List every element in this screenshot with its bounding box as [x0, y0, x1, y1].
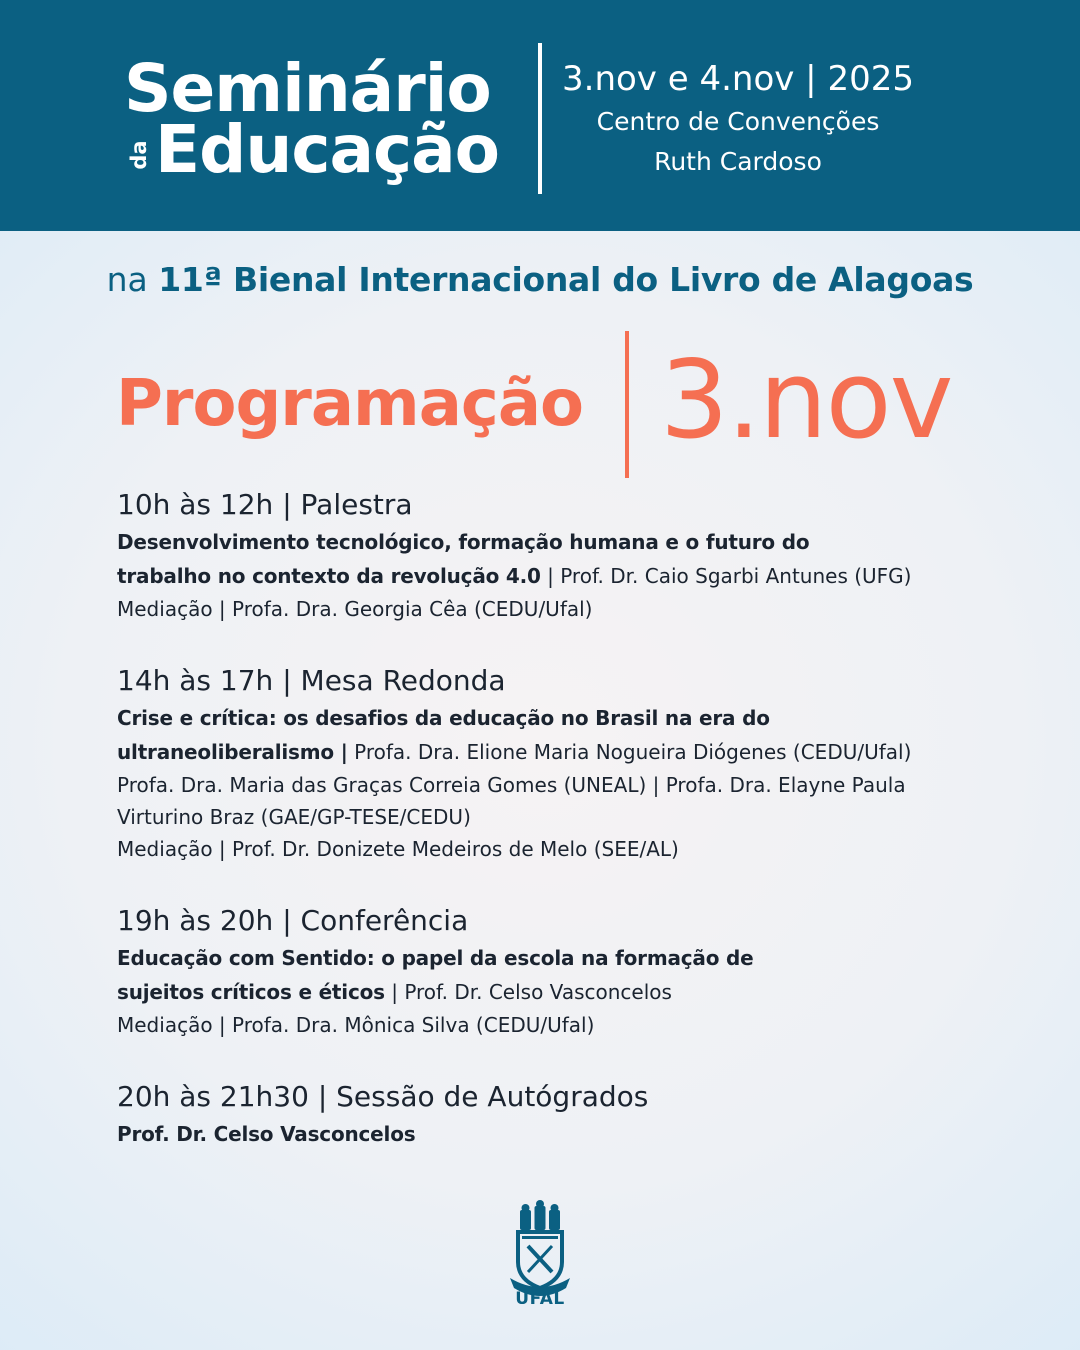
- session-mesa-redonda: [117, 661, 977, 865]
- session-title-line1: Prof. Dr. Celso Vasconcelos: [117, 1122, 416, 1146]
- session-speaker-line2: Profa. Dra. Maria das Graças Correia Gomes (UNEAL) | Profa. Dra. Elayne Paula: [117, 773, 906, 797]
- session-time: 14h às 17h | Mesa Redonda: [117, 664, 506, 697]
- session-palestra: [117, 485, 977, 625]
- subtitle-prefix: na: [106, 260, 159, 299]
- session-description: [117, 1117, 977, 1151]
- session-speaker: | Prof. Dr. Celso Vasconcelos: [384, 980, 672, 1004]
- session-title-line1: Educação com Sentido: o papel da escola na formação de: [117, 946, 754, 970]
- session-title-line1: Desenvolvimento tecnológico, formação humana e o futuro do: [117, 530, 810, 554]
- event-logo-line2: Educação: [155, 111, 499, 188]
- session-time: 10h às 12h | Palestra: [117, 488, 413, 521]
- header-banner: [0, 0, 1080, 231]
- event-logo-da: da: [127, 140, 151, 170]
- session-speaker: Profa. Dra. Elione Maria Nogueira Diógenes (CEDU/Ufal): [347, 740, 912, 764]
- session-conferencia: [117, 901, 977, 1041]
- session-title-line1: Crise e crítica: os desafios da educação no Brasil na era do: [117, 706, 770, 730]
- ufal-logo-label: UFAL: [515, 1289, 565, 1309]
- event-venue-line1: Centro de Convenções: [596, 107, 880, 136]
- header-divider: [538, 43, 542, 194]
- event-dates: 3.nov e 4.nov | 2025: [562, 59, 914, 99]
- session-mediation: Mediação | Profa. Dra. Georgia Cêa (CEDU/Ufal): [117, 597, 593, 621]
- event-venue-line2: Ruth Cardoso: [654, 147, 822, 176]
- program-date: 3.nov: [660, 338, 952, 463]
- event-logo-line1: Seminário: [124, 50, 491, 127]
- session-description: [117, 941, 977, 1041]
- program-divider: [625, 331, 629, 478]
- event-subtitle: [0, 258, 1080, 302]
- session-mediation: Mediação | Profa. Dra. Mônica Silva (CEDU/Ufal): [117, 1013, 595, 1037]
- session-time: 20h às 21h30 | Sessão de Autógrados: [117, 1080, 649, 1113]
- session-title-line2: sujeitos críticos e éticos: [117, 980, 385, 1004]
- session-description: [117, 701, 977, 865]
- session-time: 19h às 20h | Conferência: [117, 904, 469, 937]
- session-mediation: Mediação | Prof. Dr. Donizete Medeiros de Melo (SEE/AL): [117, 837, 679, 861]
- session-title-line2: ultraneoliberalismo |: [117, 740, 348, 764]
- session-description: [117, 525, 977, 625]
- session-speaker-line3: Virturino Braz (GAE/GP-TESE/CEDU): [117, 805, 471, 829]
- session-title-line2: trabalho no contexto da revolução 4.0: [117, 564, 541, 588]
- session-autografos: [117, 1077, 977, 1151]
- session-speaker: | Prof. Dr. Caio Sgarbi Antunes (UFG): [540, 564, 912, 588]
- program-title: Programação: [116, 367, 583, 441]
- subtitle-bienal: 11ª Bienal Internacional do Livro de Alagoas: [158, 260, 974, 299]
